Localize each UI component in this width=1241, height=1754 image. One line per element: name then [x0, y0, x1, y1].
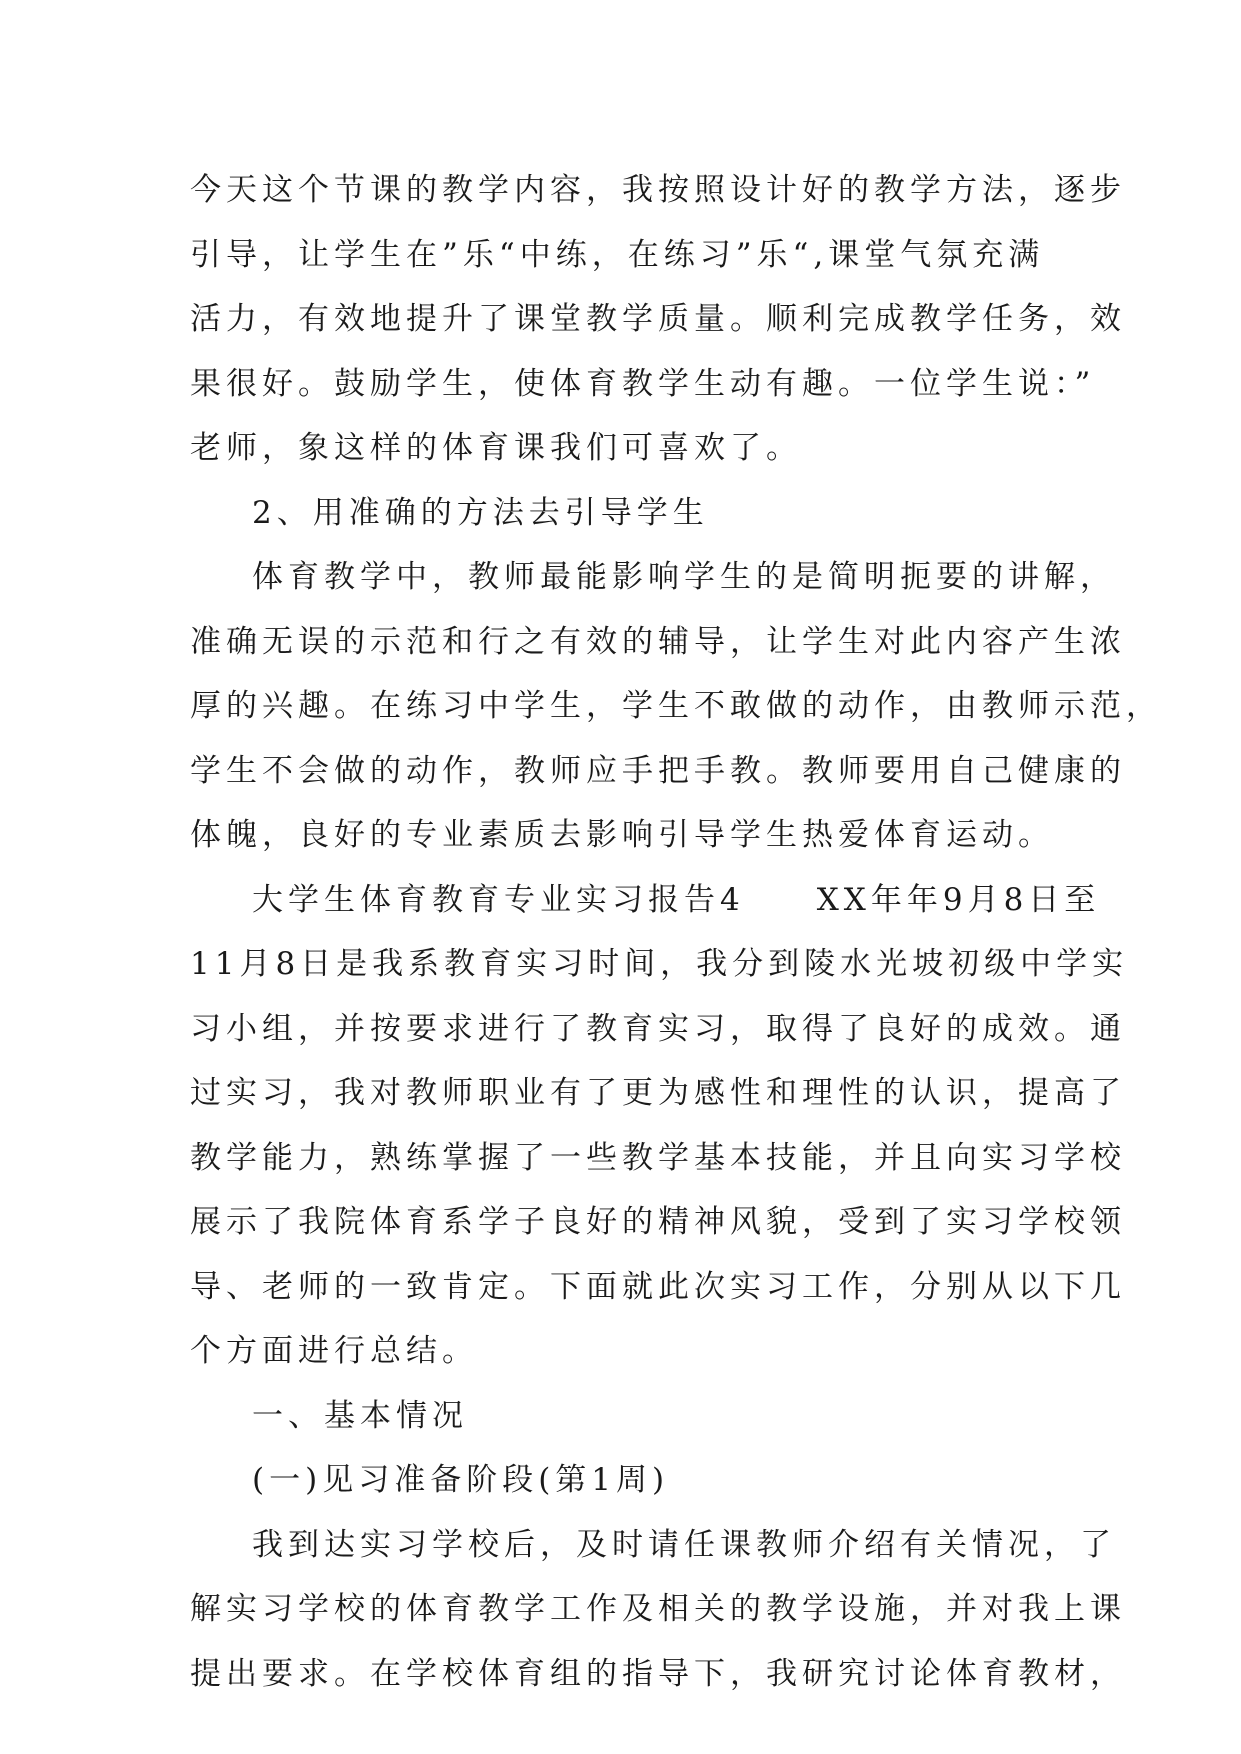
section-heading: 一、基本情况 [252, 1397, 468, 1434]
text-line: 大学生体育教育专业实习报告4 XX年年9月8日至 [252, 881, 1101, 918]
body-text [190, 158, 1162, 1706]
text-line: 习小组，并按要求进行了教育实习，取得了良好的成效。通 [190, 1010, 1126, 1047]
text-line: 果很好。鼓励学生，使体育教学生动有趣。一位学生说：” [190, 365, 1096, 402]
text-line: 教学能力，熟练掌握了一些教学基本技能，并且向实习学校 [190, 1139, 1126, 1176]
text-line: 提出要求。在学校体育组的指导下，我研究讨论体育教材， [190, 1655, 1126, 1692]
text-line: 导、老师的一致肯定。下面就此次实习工作，分别从以下几 [190, 1268, 1126, 1305]
text-line: 体育教学中，教师最能影响学生的是简明扼要的讲解， [252, 559, 1116, 595]
text-line: 老师，象这样的体育课我们可喜欢了。 [190, 430, 802, 466]
text-line: 厚的兴趣。在练习中学生，学生不敢做的动作，由教师示范， [190, 688, 1162, 724]
text-line: 11月8日是我系教育实习时间，我分到陵水光坡初级中学实 [190, 946, 1129, 982]
text-line: 学生不会做的动作，教师应手把手教。教师要用自己健康的 [190, 752, 1126, 789]
text-line: 个方面进行总结。 [190, 1333, 478, 1369]
text-line: 今天这个节课的教学内容，我按照设计好的教学方法，逐步 [190, 172, 1126, 208]
text-line: 解实习学校的体育教学工作及相关的教学设施，并对我上课 [190, 1591, 1126, 1627]
subsection-heading: (一)见习准备阶段(第1周) [252, 1462, 670, 1498]
text-line: 过实习，我对教师职业有了更为感性和理性的认识，提高了 [190, 1075, 1126, 1111]
text-line: 展示了我院体育系学子良好的精神风貌，受到了实习学校领 [190, 1204, 1126, 1240]
text-line: 准确无误的示范和行之有效的辅导，让学生对此内容产生浓 [190, 623, 1126, 660]
text-line: 引导，让学生在”乐“中练，在练习”乐“,课堂气氛充满 [190, 236, 1045, 273]
text-line: 我到达实习学校后，及时请任课教师介绍有关情况，了 [252, 1526, 1116, 1563]
text-line: 体魄，良好的专业素质去影响引导学生热爱体育运动。 [190, 817, 1054, 853]
text-line: 活力，有效地提升了课堂教学质量。顺利完成教学任务，效 [190, 301, 1126, 337]
section-heading: 2、用准确的方法去引导学生 [252, 494, 709, 531]
